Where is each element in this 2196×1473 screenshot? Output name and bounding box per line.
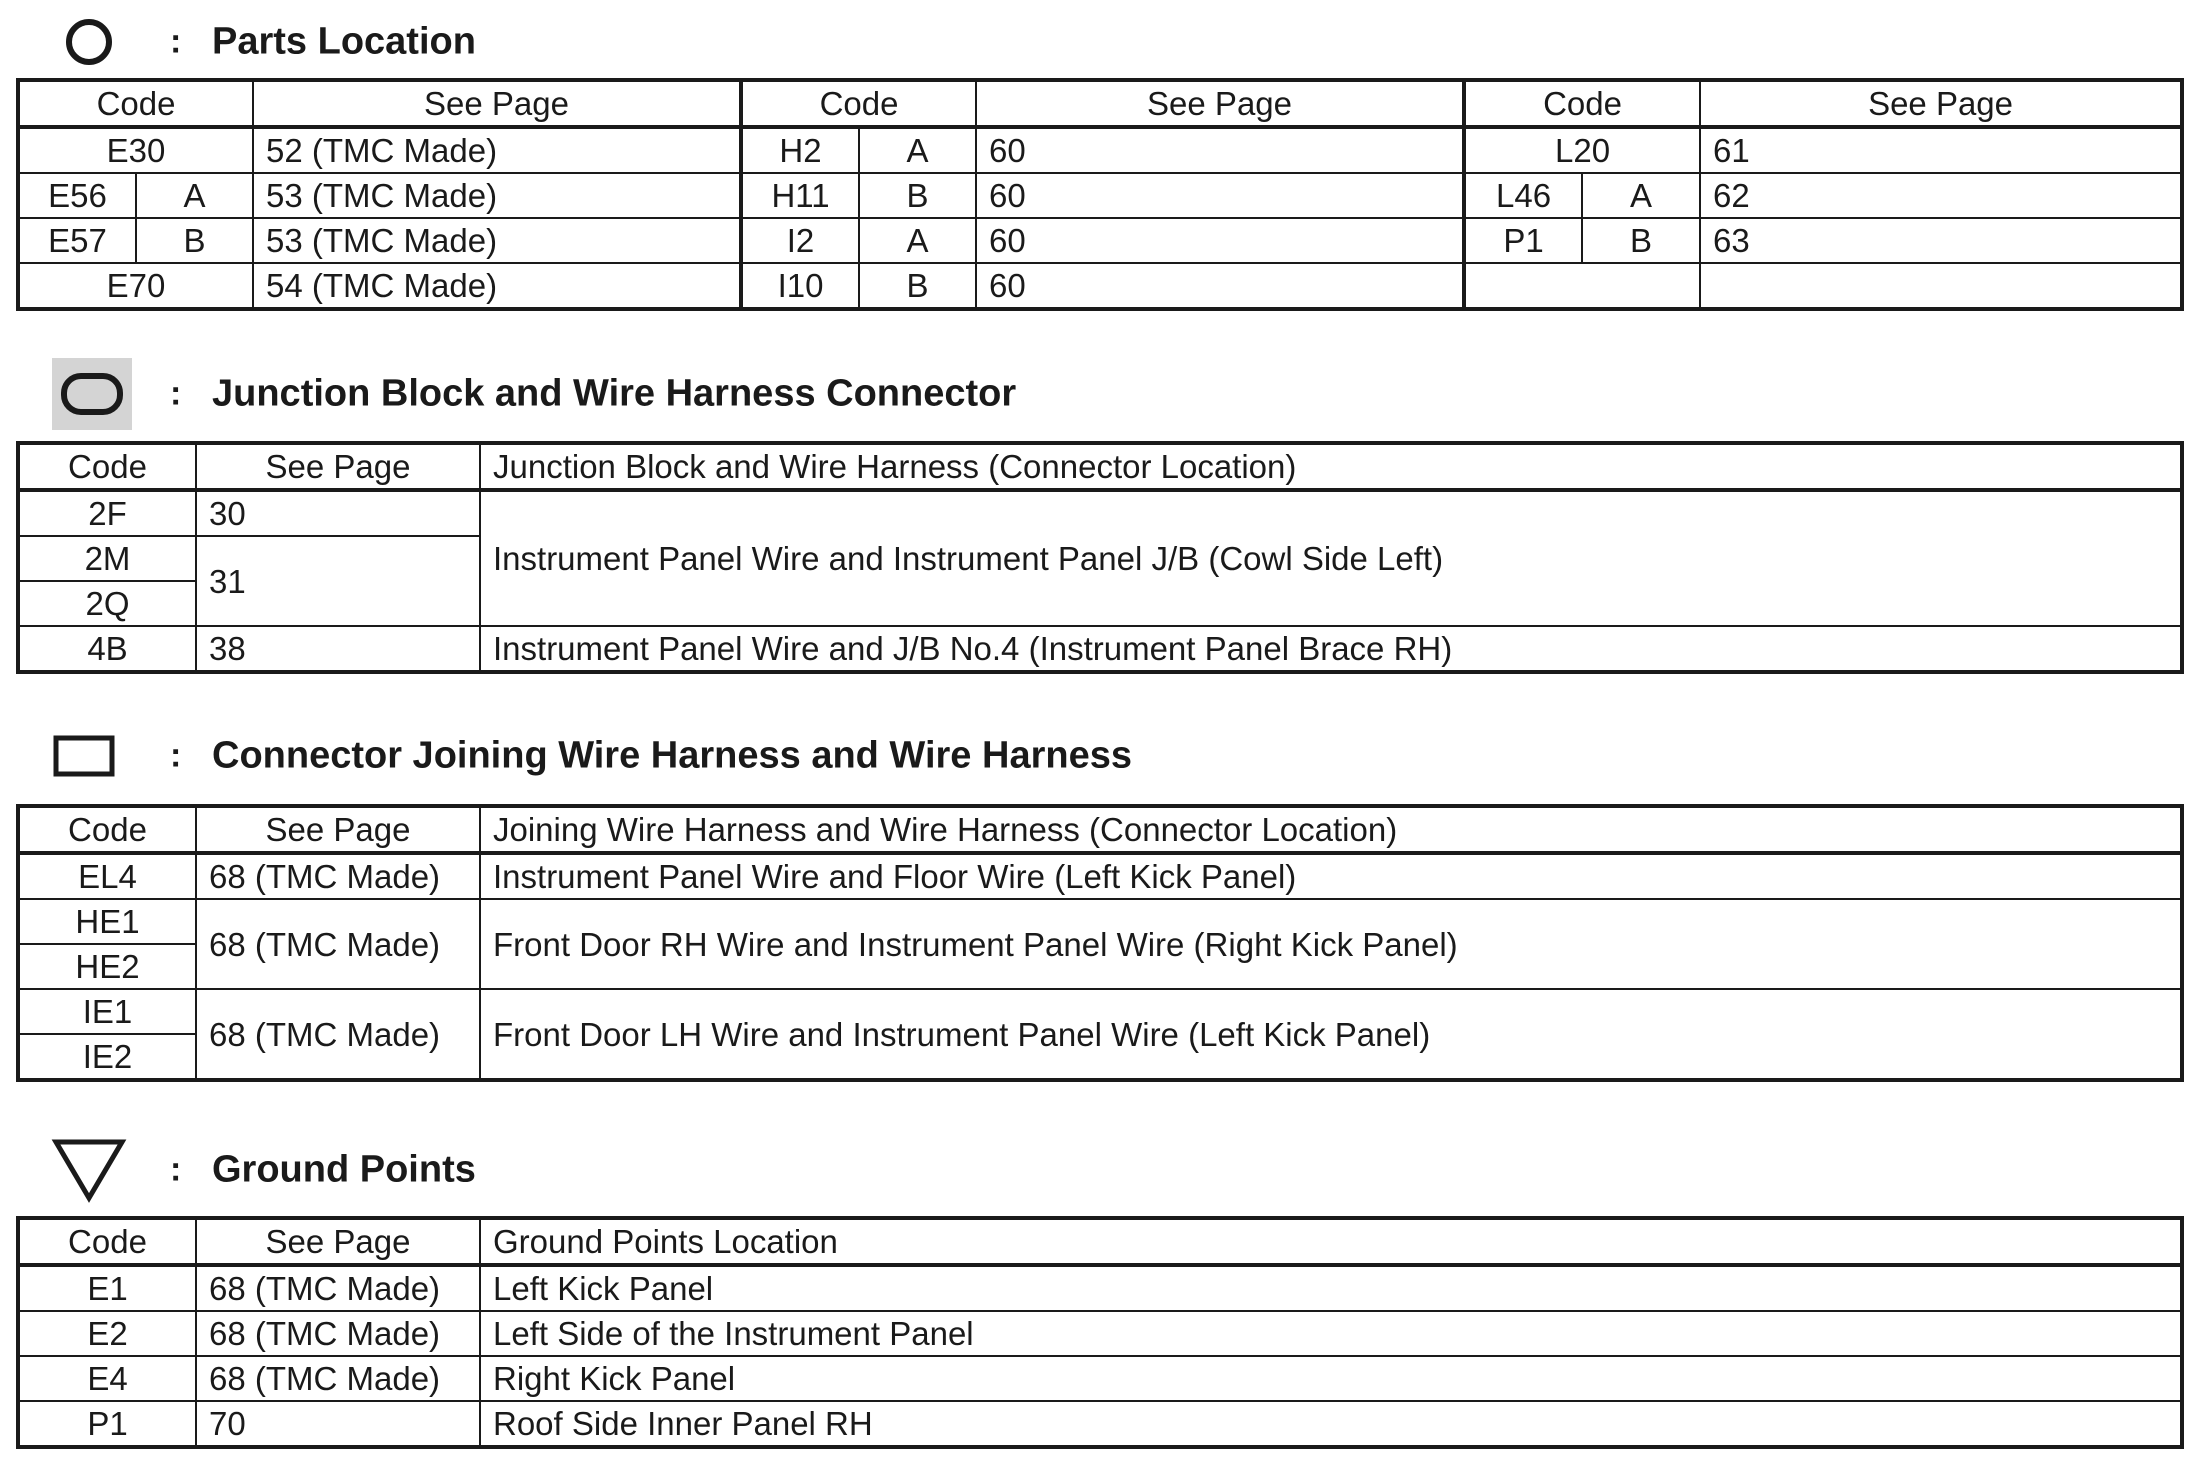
ground-location: Left Side of the Instrument Panel [480,1311,2182,1356]
connector-code: HE1 [18,899,196,944]
connector-location: Instrument Panel Wire and Instrument Panel J/B (Cowl Side Left) [480,490,2182,626]
section-colon: : [170,736,182,775]
table-row [18,1265,2182,1311]
header-code: Code [1464,80,1700,127]
header-code: Code [741,80,976,127]
table-header-row [18,1218,2182,1265]
ground-code: E2 [18,1311,196,1356]
part-see-page: 53 (TMC Made) [253,173,741,218]
table-row [18,899,2182,944]
header-see-page: See Page [196,806,480,853]
header-location: Ground Points Location [480,1218,2182,1265]
ground-code: E4 [18,1356,196,1401]
ground-location: Roof Side Inner Panel RH [480,1401,2182,1447]
connector-code: IE2 [18,1034,196,1080]
table-row [18,1356,2182,1401]
header-code: Code [18,1218,196,1265]
table-row [18,263,2182,309]
ground-see-page: 70 [196,1401,480,1447]
part-sub-code: B [136,218,253,263]
part-code: E30 [18,127,253,173]
part-see-page: 60 [976,173,1464,218]
part-code: I10 [741,263,859,309]
table-row [18,1311,2182,1356]
junction-block-table [16,441,2184,674]
rounded-rectangle-icon [50,356,134,432]
connector-code: IE1 [18,989,196,1034]
part-sub-code: A [859,218,976,263]
connector-code: 4B [18,626,196,672]
part-code: I2 [741,218,859,263]
ground-points-table [16,1216,2184,1449]
table-row [18,989,2182,1034]
header-see-page: See Page [196,443,480,490]
part-code: E57 [18,218,136,263]
ground-location: Right Kick Panel [480,1356,2182,1401]
table-header-row [18,443,2182,490]
rectangle-icon [50,726,130,786]
part-see-page: 53 (TMC Made) [253,218,741,263]
part-code: L20 [1464,127,1700,173]
connector-joining-table [16,804,2184,1082]
part-code: H2 [741,127,859,173]
header-see-page: See Page [976,80,1464,127]
header-location: Junction Block and Wire Harness (Connector Location) [480,443,2182,490]
connector-code: 2F [18,490,196,536]
part-sub-code: A [136,173,253,218]
table-row [18,1401,2182,1447]
connector-location: Front Door LH Wire and Instrument Panel Wire (Left Kick Panel) [480,989,2182,1080]
part-see-page: 62 [1700,173,2182,218]
connector-code: HE2 [18,944,196,989]
connector-code: 2Q [18,581,196,626]
header-see-page: See Page [1700,80,2182,127]
connector-see-page: 68 (TMC Made) [196,853,480,899]
table-row [18,490,2182,536]
connector-code: EL4 [18,853,196,899]
connector-see-page: 68 (TMC Made) [196,989,480,1080]
header-code: Code [18,806,196,853]
section-title: Connector Joining Wire Harness and Wire Harness [212,734,1132,777]
part-see-page: 60 [976,263,1464,309]
table-row [18,626,2182,672]
part-see-page: 60 [976,218,1464,263]
part-code: H11 [741,173,859,218]
connector-see-page: 38 [196,626,480,672]
section-title: Ground Points [212,1148,476,1191]
ground-code: E1 [18,1265,196,1311]
table-row [18,218,2182,263]
table-row [18,173,2182,218]
ground-code: P1 [18,1401,196,1447]
connector-see-page: 68 (TMC Made) [196,899,480,989]
part-sub-code: B [859,173,976,218]
part-code: E70 [18,263,253,309]
part-see-page: 60 [976,127,1464,173]
part-code: P1 [1464,218,1582,263]
connector-see-page: 30 [196,490,480,536]
part-sub-code: B [859,263,976,309]
connector-location: Front Door RH Wire and Instrument Panel Wire (Right Kick Panel) [480,899,2182,989]
part-code: L46 [1464,173,1582,218]
triangle-down-icon [50,1136,130,1204]
ground-see-page: 68 (TMC Made) [196,1311,480,1356]
ground-see-page: 68 (TMC Made) [196,1265,480,1311]
part-sub-code: A [859,127,976,173]
table-header-row [18,806,2182,853]
table-row [18,127,2182,173]
connector-location: Instrument Panel Wire and Floor Wire (Left Kick Panel) [480,853,2182,899]
connector-code: 2M [18,536,196,581]
section-colon: : [170,1150,182,1189]
ground-see-page: 68 (TMC Made) [196,1356,480,1401]
section-colon: : [170,22,182,61]
header-location: Joining Wire Harness and Wire Harness (Connector Location) [480,806,2182,853]
table-header-row [18,80,2182,127]
part-sub-code: B [1582,218,1700,263]
table-row [18,853,2182,899]
section-title: Junction Block and Wire Harness Connector [212,372,1017,415]
header-see-page: See Page [253,80,741,127]
parts-location-table [16,78,2184,311]
part-see-page: 63 [1700,218,2182,263]
ground-location: Left Kick Panel [480,1265,2182,1311]
section-colon: : [170,374,182,413]
part-see-page [1700,263,2182,309]
part-see-page: 61 [1700,127,2182,173]
header-code: Code [18,443,196,490]
header-see-page: See Page [196,1218,480,1265]
part-sub-code: A [1582,173,1700,218]
section-title: Parts Location [212,20,476,63]
part-code [1464,263,1700,309]
connector-location: Instrument Panel Wire and J/B No.4 (Instrument Panel Brace RH) [480,626,2182,672]
part-code: E56 [18,173,136,218]
connector-see-page: 31 [196,536,480,626]
header-code: Code [18,80,253,127]
part-see-page: 54 (TMC Made) [253,263,741,309]
part-see-page: 52 (TMC Made) [253,127,741,173]
circle-icon [50,12,130,72]
